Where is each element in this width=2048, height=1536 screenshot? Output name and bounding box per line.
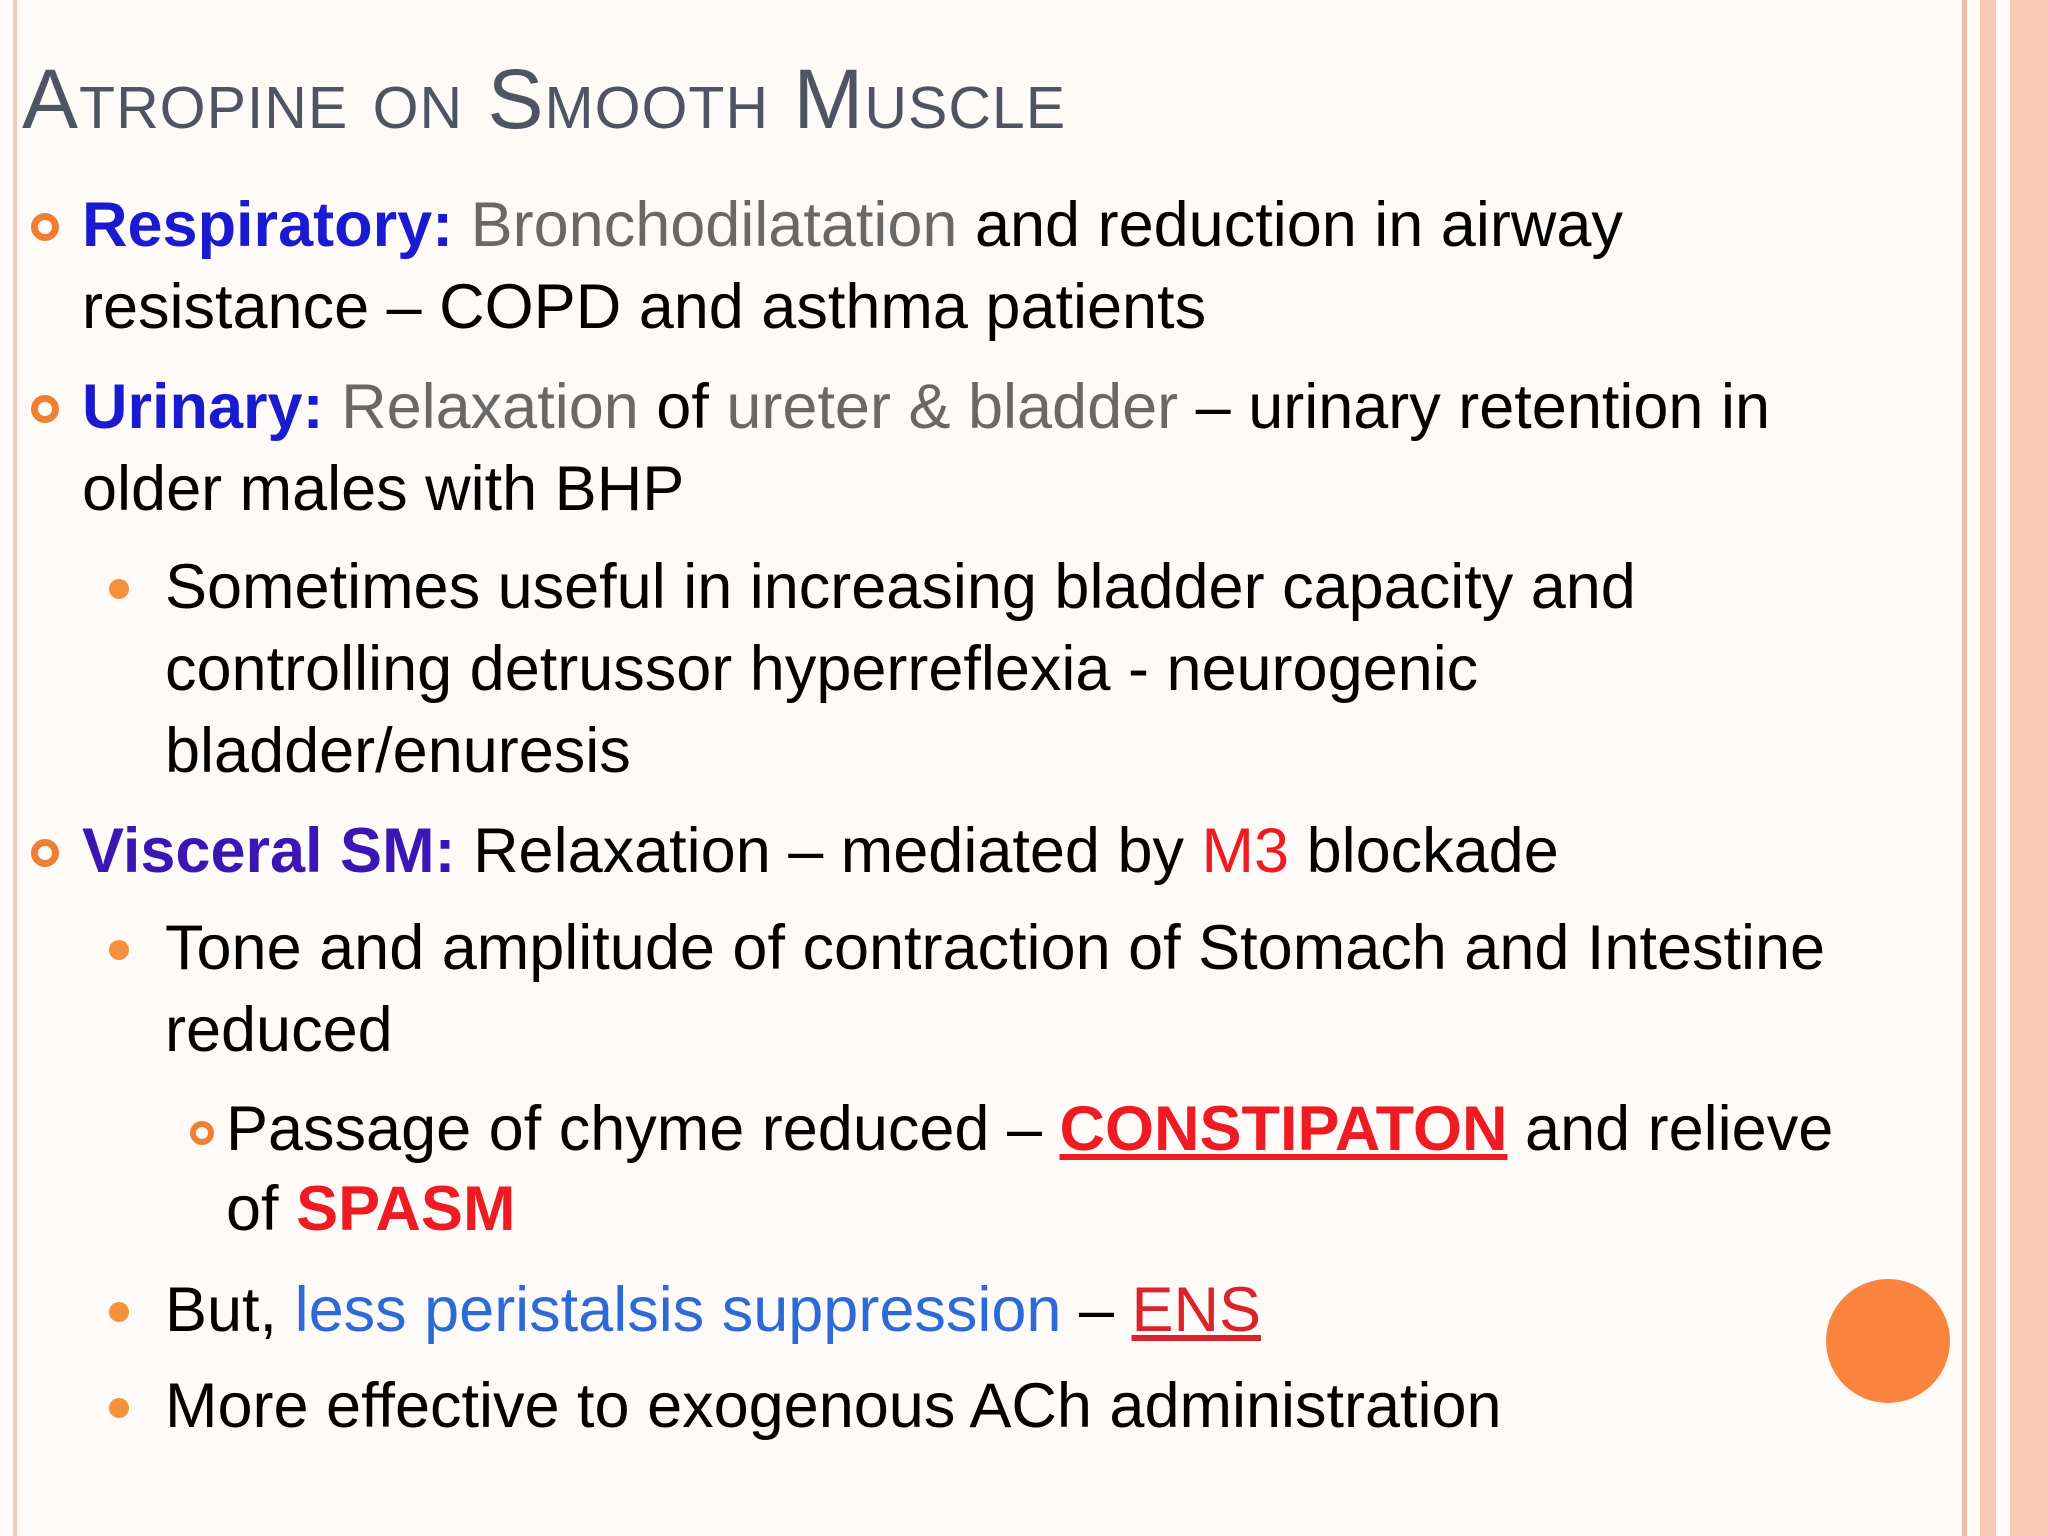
bullet-urinary-line1 (82, 366, 1770, 448)
respiratory-term: Bronchodilatation (470, 190, 958, 260)
visceral-text1: Relaxation – mediated by (473, 816, 1184, 886)
visceral-subsub-line2 (226, 1168, 515, 1250)
urinary-term1: Relaxation (341, 372, 639, 442)
dot-bullet-icon (109, 1302, 129, 1322)
visceral-text2: blockade (1306, 816, 1559, 886)
urinary-text: – urinary retention in (1195, 372, 1770, 442)
ring-bullet-icon (31, 839, 59, 867)
slide-title: Atropine on Smooth Muscle (22, 52, 1067, 146)
sub2-less-peristalsis: less peristalsis suppression (294, 1275, 1062, 1345)
dot-bullet-icon (109, 579, 129, 599)
constipation-text: CONSTIPATON (1059, 1094, 1508, 1164)
subsub-text2: and relieve (1525, 1094, 1834, 1164)
ring-bullet-icon (31, 395, 59, 423)
bullet-urinary-line2: older males with BHP (82, 454, 685, 524)
bullet-respiratory-line2: resistance – COPD and asthma patients (82, 272, 1207, 342)
left-border-rule (13, 0, 17, 1536)
respiratory-label: Respiratory: (82, 190, 454, 260)
urinary-of: of (656, 372, 709, 442)
bullet-visceral-line1 (82, 810, 1559, 892)
sub2-dash: – (1078, 1275, 1114, 1345)
urinary-sub-line3: bladder/enuresis (165, 716, 631, 786)
respiratory-text: and reduction in airway (974, 190, 1623, 260)
visceral-label: Visceral SM: (82, 816, 456, 886)
visceral-m3: M3 (1201, 816, 1290, 886)
right-border-stripe (1962, 0, 1967, 1536)
visceral-sub1-line1: Tone and amplitude of contraction of Stomach and Intestine (165, 913, 1826, 983)
urinary-sub-line2: controlling detrussor hyperreflexia - neurogenic (165, 634, 1479, 704)
urinary-term2: ureter & bladder (726, 372, 1179, 442)
sub2-ens: ENS (1131, 1275, 1262, 1345)
bullet-respiratory-line1 (82, 184, 1623, 266)
dot-bullet-icon (109, 1398, 129, 1418)
subsub-of: of (226, 1174, 279, 1244)
urinary-sub-line1: Sometimes useful in increasing bladder capacity and (165, 552, 1636, 622)
spasm-text: SPASM (296, 1174, 516, 1244)
visceral-sub2-line (165, 1269, 1261, 1351)
right-border-stripe (1980, 0, 1996, 1536)
dot-bullet-icon (109, 940, 129, 960)
right-border-stripe (2010, 0, 2048, 1536)
sub2-but: But, (165, 1275, 278, 1345)
subsub-text1: Passage of chyme reduced – (226, 1094, 1042, 1164)
visceral-sub3-line: More effective to exogenous ACh administration (165, 1371, 1502, 1441)
urinary-label: Urinary: (82, 372, 324, 442)
ring-bullet-icon (31, 213, 59, 241)
visceral-subsub-line1 (226, 1088, 1833, 1170)
ring-bullet-icon (190, 1121, 214, 1145)
visceral-sub1-line2: reduced (165, 995, 393, 1065)
orange-circle-decoration (1826, 1279, 1950, 1403)
